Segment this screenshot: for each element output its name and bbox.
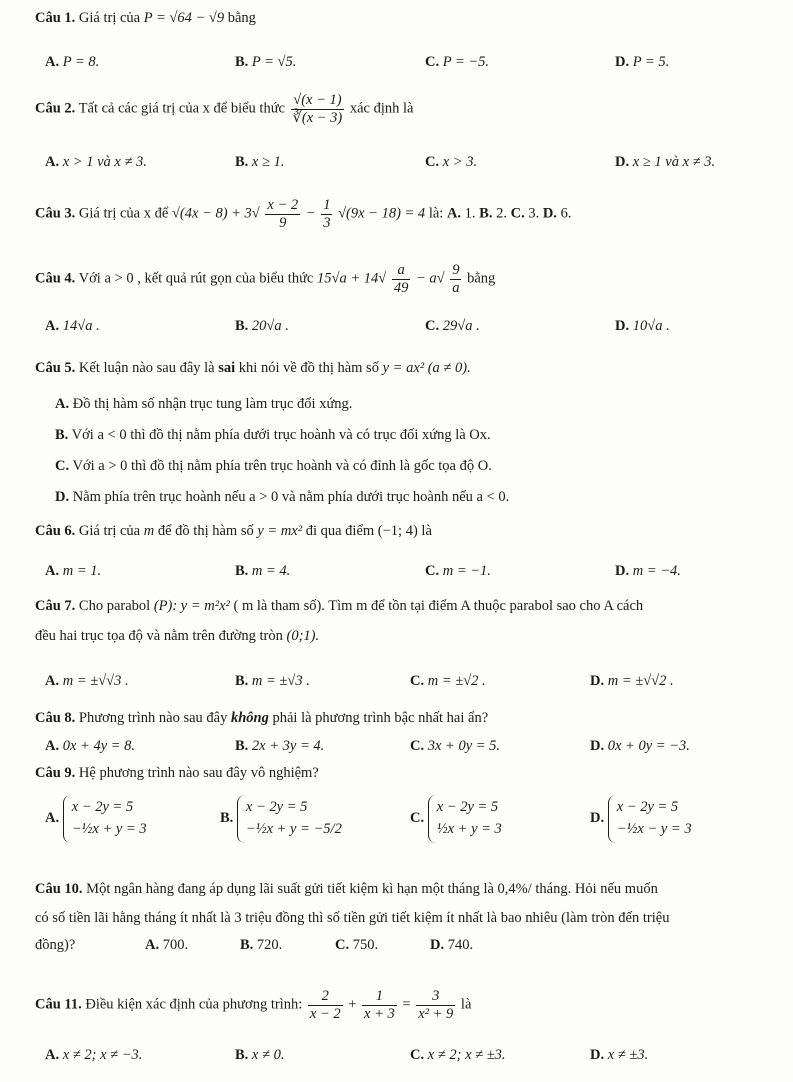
answer-d[interactable]: D. x ≥ 1 và x ≠ 3. bbox=[615, 154, 716, 170]
answer-d[interactable]: D. m = −4. bbox=[615, 563, 681, 579]
answer-b[interactable]: B. m = ±√3 . bbox=[235, 673, 310, 689]
answer-c[interactable]: C. m = ±√2 . bbox=[410, 673, 486, 689]
answer-b[interactable]: B. x ≥ 1. bbox=[235, 154, 285, 170]
question-2: Câu 2. Tất cả các giá trị của x để biểu thức $\frac{√(x - 1)}{∛(x - 3)}$ xác định là bbox=[35, 92, 414, 126]
question-4: Câu 4. Với a > 0 , kết quả rút gọn của biểu thức 15√a + 14√ $\frac{a}{49}$ − a√ $\frac{9}{a}$ bằng bbox=[35, 262, 496, 296]
answer-c[interactable]: C. 29√a . bbox=[425, 318, 480, 334]
question-6: Câu 6. Giá trị của m để đồ thị hàm số y = mx² đi qua điểm (−1; 4) là bbox=[35, 523, 432, 539]
question-9: Câu 9. Hệ phương trình nào sau đây vô nghiệm? bbox=[35, 765, 319, 781]
question-10-line3: đồng)? bbox=[35, 937, 76, 953]
answer-c[interactable]: C. P = −5. bbox=[425, 54, 490, 70]
answer-d[interactable]: D. x ≠ ±3. bbox=[590, 1047, 649, 1063]
answer-c[interactable]: C. 3. bbox=[510, 205, 540, 222]
question-8: Câu 8. Phương trình nào sau đây không phải là phương trình bậc nhất hai ẩn? bbox=[35, 710, 489, 726]
answer-b[interactable]: B. x ≠ 0. bbox=[235, 1047, 285, 1063]
question-3: Câu 3. Giá trị của x để √(4x − 8) + 3√ $\frac{x - 2}{9}$ − $\frac{1}{3}$ √(9x − 18) = 4 là: A. 1. B. 2. C. 3. D. 6. bbox=[35, 197, 572, 231]
answer-d[interactable]: D. 740. bbox=[430, 937, 474, 953]
answer-a[interactable]: A. 700. bbox=[145, 937, 189, 953]
answer-a[interactable]: A. 1. bbox=[446, 205, 476, 222]
answer-b[interactable]: B. m = 4. bbox=[235, 563, 291, 579]
answer-c[interactable]: C. x > 3. bbox=[425, 154, 478, 170]
answer-b[interactable]: B. x − 2y = 5 −½x + y = −5/2 bbox=[220, 795, 342, 843]
answer-d[interactable]: D. P = 5. bbox=[615, 54, 670, 70]
answer-a[interactable]: A. m = ±√√3 . bbox=[45, 673, 129, 689]
answer-a[interactable]: A. m = 1. bbox=[45, 563, 102, 579]
question-7: Câu 7. Cho parabol (P): y = m²x² ( m là tham số). Tìm m để tồn tại điểm A thuộc parabol sao cho A cách bbox=[35, 598, 644, 614]
answer-d[interactable]: D. 10√a . bbox=[615, 318, 670, 334]
answer-a[interactable]: A. x ≠ 2; x ≠ −3. bbox=[45, 1047, 143, 1063]
answer-c[interactable]: C. x − 2y = 5 ½x + y = 3 bbox=[410, 795, 502, 843]
question-11: Câu 11. Điều kiện xác định của phương trình: $\frac{2}{x - 2}$ + $\frac{1}{x + 3}$ = $\frac{3}{\text{x² + 9}}$ là bbox=[35, 988, 472, 1022]
answer-a[interactable]: A. 14√a . bbox=[45, 318, 100, 334]
statement-c[interactable]: C. Với a > 0 thì đồ thị nằm phía trên trục hoành và có đỉnh là gốc tọa độ O. bbox=[55, 458, 492, 474]
answer-b[interactable]: B. P = √5. bbox=[235, 54, 297, 70]
answer-d[interactable]: D. 0x + 0y = −3. bbox=[590, 738, 690, 754]
answer-a[interactable]: A. 0x + 4y = 8. bbox=[45, 738, 136, 754]
question-10: Câu 10. Một ngân hàng đang áp dụng lãi suất gửi tiết kiệm kì hạn một tháng là 0,4%/ tháng. Hỏi nếu muốn bbox=[35, 881, 658, 897]
answer-b[interactable]: B. 20√a . bbox=[235, 318, 289, 334]
fraction: $\frac{√(x - 1)}{∛(x - 3)}$ bbox=[292, 92, 343, 126]
equation-system: x − 2y = 5 −½x + y = 3 bbox=[63, 795, 147, 843]
statement-d[interactable]: D. Nằm phía trên trục hoành nếu a > 0 và nằm phía dưới trục hoành nếu a < 0. bbox=[55, 489, 510, 505]
math-expression: P = √64 − √9 bbox=[143, 10, 225, 26]
question-text: Giá trị của bbox=[78, 10, 141, 26]
answer-b[interactable]: B. 720. bbox=[240, 937, 283, 953]
question-label: Câu 1. bbox=[35, 10, 76, 26]
answer-c[interactable]: C. m = −1. bbox=[425, 563, 491, 579]
answer-c[interactable]: C. 750. bbox=[335, 937, 379, 953]
answer-d[interactable]: D. 6. bbox=[542, 205, 572, 222]
answer-d[interactable]: D. x − 2y = 5 −½x − y = 3 bbox=[590, 795, 692, 843]
question-text: bằng bbox=[227, 10, 256, 26]
statement-b[interactable]: B. Với a < 0 thì đồ thị nằm phía dưới trục hoành và có trục đối xứng là Ox. bbox=[55, 427, 491, 443]
equation-system: x − 2y = 5 ½x + y = 3 bbox=[428, 795, 502, 843]
equation-system: x − 2y = 5 −½x + y = −5/2 bbox=[237, 795, 342, 843]
answer-c[interactable]: C. x ≠ 2; x ≠ ±3. bbox=[410, 1047, 506, 1063]
statement-a[interactable]: A. Đồ thị hàm số nhận trục tung làm trục đối xứng. bbox=[55, 396, 353, 412]
question-5: Câu 5. Kết luận nào sau đây là sai khi nói về đồ thị hàm số y = ax² (a ≠ 0). bbox=[35, 360, 471, 376]
answer-a[interactable]: A. P = 8. bbox=[45, 54, 100, 70]
question-7-line2: đều hai trục tọa độ và nằm trên đường tròn (0;1). bbox=[35, 628, 320, 644]
question-1 bbox=[35, 10, 256, 27]
answer-a[interactable]: A. x > 1 và x ≠ 3. bbox=[45, 154, 147, 170]
answer-b[interactable]: B. 2. bbox=[479, 205, 507, 222]
answer-a[interactable]: A. x − 2y = 5 −½x + y = 3 bbox=[45, 795, 147, 843]
answer-b[interactable]: B. 2x + 3y = 4. bbox=[235, 738, 325, 754]
answer-c[interactable]: C. 3x + 0y = 5. bbox=[410, 738, 501, 754]
question-10-line2: có số tiền lãi hằng tháng ít nhất là 3 triệu đồng thì số tiền gửi tiết kiệm ít nhất là bao nhiêu (làm tròn đến triệu bbox=[35, 910, 670, 926]
equation-system: x − 2y = 5 −½x − y = 3 bbox=[608, 795, 692, 843]
answer-d[interactable]: D. m = ±√√2 . bbox=[590, 673, 674, 689]
